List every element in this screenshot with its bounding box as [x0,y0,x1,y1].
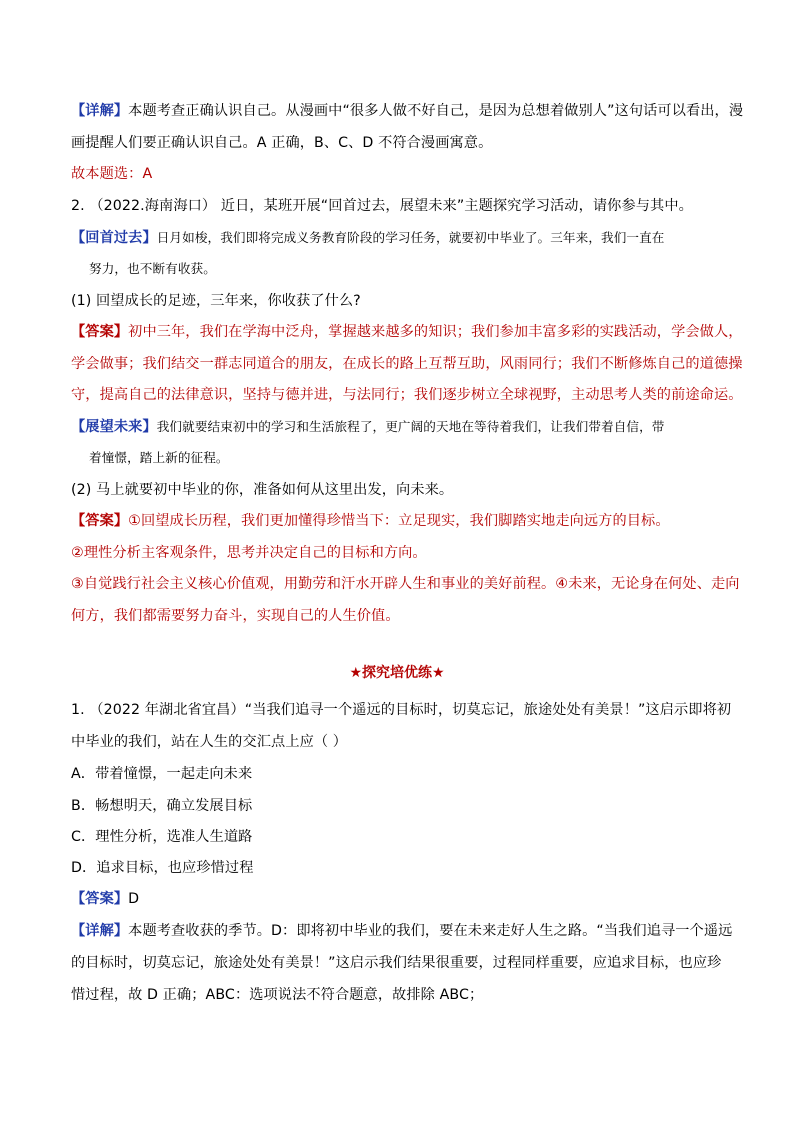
review-tag: 【回首过去】 [71,230,157,246]
answer-value: D [128,891,140,907]
answer-1-line-3: 守，提高自己的法律意识，坚持与德并进，与法同行；我们逐步树立全球视野，主动思考人类的前途命运。 [71,387,743,403]
sub-question-2: (2) 马上就要初中毕业的你，准备如何从这里出发，向未来。 [71,482,454,498]
answer-tag: 【答案】 [71,513,129,529]
detail-tag: 【详解】 [71,103,129,119]
detail-line-1: 【详解】本题考查正确认识自己。从漫画中“很多人做不好自己，是因为总想着做别人”这句话可以看出，漫 [71,103,744,119]
answer-tag: 【答案】 [71,324,129,340]
question-2-header: 2. （2022.海南海口） 近日，某班开展“回首过去，展望未来”主题探究学习活动，请你参与其中。 [71,198,693,214]
question-1-answer [71,889,731,909]
answer-2-line-4: 何方，我们都需要努力奋斗，实现自己的人生价值。 [71,608,400,624]
answer-tag: 【答案】 [71,891,129,907]
review-line-2: 努力，也不断有收获。 [89,261,216,276]
detail-line-2: 画提醒人们要正确认识自己。A 正确，B、C、D 不符合漫画寓意。 [71,135,493,151]
answer-2-line-1: 【答案】①回望成长历程，我们更加懂得珍惜当下：立足现实，我们脚踏实地走向远方的目标。 [71,513,670,529]
option-d: D．追求目标，也应珍惜过程 [71,860,254,876]
future-line-2: 着憧憬，踏上新的征程。 [89,450,229,465]
answer-2-line-3: ③自觉践行社会主义核心价值观，用勤劳和汗水开辟人生和事业的美好前程。④未来，无论身在何处、走向 [71,576,740,592]
q1-detail-line-2: 的目标时，切莫忘记，旅途处处有美景！”这启示我们结果很重要，过程同样重要，应追求目标，也应珍 [71,955,722,971]
option-b: B．畅想明天，确立发展目标 [71,798,253,814]
answer-2-line-2: ②理性分析主客观条件，思考并决定自己的目标和方向。 [71,545,427,561]
question-1-stem-1: 1. （2022 年湖北省宜昌）“当我们追寻一个遥远的目标时，切莫忘记，旅途处处有美景！”这启示即将初 [71,702,732,718]
section-title: ★探究培优练★ [349,665,445,681]
q1-detail-line-1: 【详解】本题考查收获的季节。D：即将初中毕业的我们，要在未来走好人生之路。“当我们追寻一个遥远 [71,923,733,939]
review-line-1: 【回首过去】日月如梭，我们即将完成义务教育阶段的学习任务，就要初中毕业了。三年来，我们一直在 [71,230,665,246]
future-tag: 【展望未来】 [71,419,157,435]
sub-question-1: (1) 回望成长的足迹，三年来，你收获了什么? [71,293,361,309]
future-line-1: 【展望未来】我们就要结束初中的学习和生活旅程了，更广阔的天地在等待着我们，让我们带着自信，带 [71,419,665,435]
answer-choice: 故本题选：A [71,166,153,182]
answer-1-line-2: 学会做事；我们结交一群志同道合的朋友，在成长的路上互帮互助，风雨同行；我们不断修炼自己的道德操 [71,356,743,372]
q1-detail-line-3: 惜过程，故 D 正确；ABC：选项说法不符合题意，故排除 ABC； [71,987,484,1003]
detail-tag: 【详解】 [71,923,129,939]
option-a: A．带着憧憬，一起走向未来 [71,766,253,782]
answer-1-line-1: 【答案】初中三年，我们在学海中泛舟，掌握越来越多的知识；我们参加丰富多彩的实践活动，学会做人， [71,324,743,340]
option-c: C．理性分析，选准人生道路 [71,829,253,845]
question-1-stem-2: 中毕业的我们，站在人生的交汇点上应（ ） [71,734,348,750]
